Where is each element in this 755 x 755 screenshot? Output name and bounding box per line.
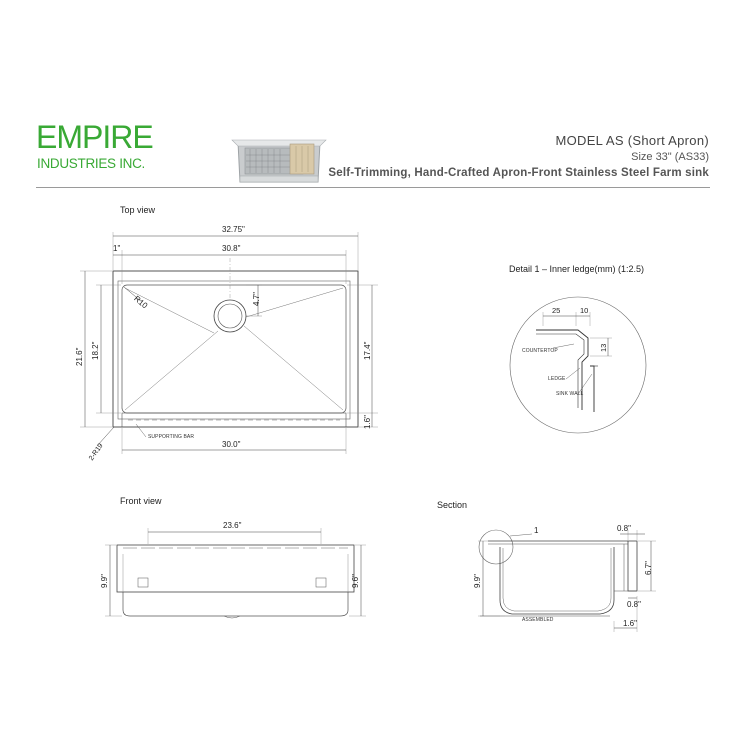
detail-inner-ledge-drawing <box>510 297 646 433</box>
dim-bar-depth: 1.6" <box>363 415 372 429</box>
dim-inner-width: 30.8" <box>222 244 241 253</box>
dim-basin-depth: 17.4" <box>363 341 372 360</box>
dim-section-bottom: 1.6" <box>623 619 637 628</box>
dim-front-width: 23.6" <box>223 521 242 530</box>
logo-sub-text: INDUSTRIES INC. <box>37 156 146 171</box>
model-description: Self-Trimming, Hand-Crafted Apron-Front Stainless Steel Farm sink <box>328 167 709 179</box>
dim-drain-offset: 4.7" <box>252 292 261 306</box>
detail-title: Detail 1 – Inner ledge(mm) (1:2.5) <box>509 264 645 274</box>
dim-apron-height: 6.7" <box>644 561 653 575</box>
countertop-label: COUNTERTOP <box>522 348 558 354</box>
sink-wall-label: SINK WALL <box>556 391 584 397</box>
dim-section-lower: 0.8" <box>627 600 641 609</box>
dim-inner-depth: 18.2" <box>91 341 100 360</box>
supporting-bar-label: SUPPORTING BAR <box>148 434 195 440</box>
front-view-title: Front view <box>120 496 162 506</box>
detail-dim-c: 13 <box>599 343 608 352</box>
dim-front-left-height: 9.9" <box>100 574 109 588</box>
section-callout: 1 <box>534 526 539 535</box>
dim-flange: 1" <box>113 244 121 253</box>
dim-section-height: 9.9" <box>473 574 482 588</box>
top-view-drawing <box>80 232 378 454</box>
detail-dim-b: 10 <box>580 306 589 315</box>
dim-section-top: 0.8" <box>617 524 631 533</box>
section-title: Section <box>437 500 468 510</box>
ledge-label: LEDGE <box>548 376 566 382</box>
model-size: Size 33" (AS33) <box>631 151 709 163</box>
dim-overall-depth: 21.6" <box>75 347 84 366</box>
section-drawing <box>478 530 656 632</box>
detail-dim-a: 25 <box>552 306 561 315</box>
section-bottom-text: ASSEMBLED <box>522 617 554 623</box>
front-view-drawing <box>105 528 366 618</box>
dim-corner-radius: R10 <box>132 294 150 311</box>
model-title: MODEL AS (Short Apron) <box>555 133 709 148</box>
dim-bottom-width: 30.0" <box>222 440 241 449</box>
dim-front-right-height: 9.6" <box>351 574 360 588</box>
logo-main-text: EMPIRE <box>36 119 153 155</box>
top-view-title: Top view <box>120 205 156 215</box>
dim-overall-width: 32.75" <box>222 225 245 234</box>
dim-corner-callout: 2-R19 <box>88 442 105 463</box>
